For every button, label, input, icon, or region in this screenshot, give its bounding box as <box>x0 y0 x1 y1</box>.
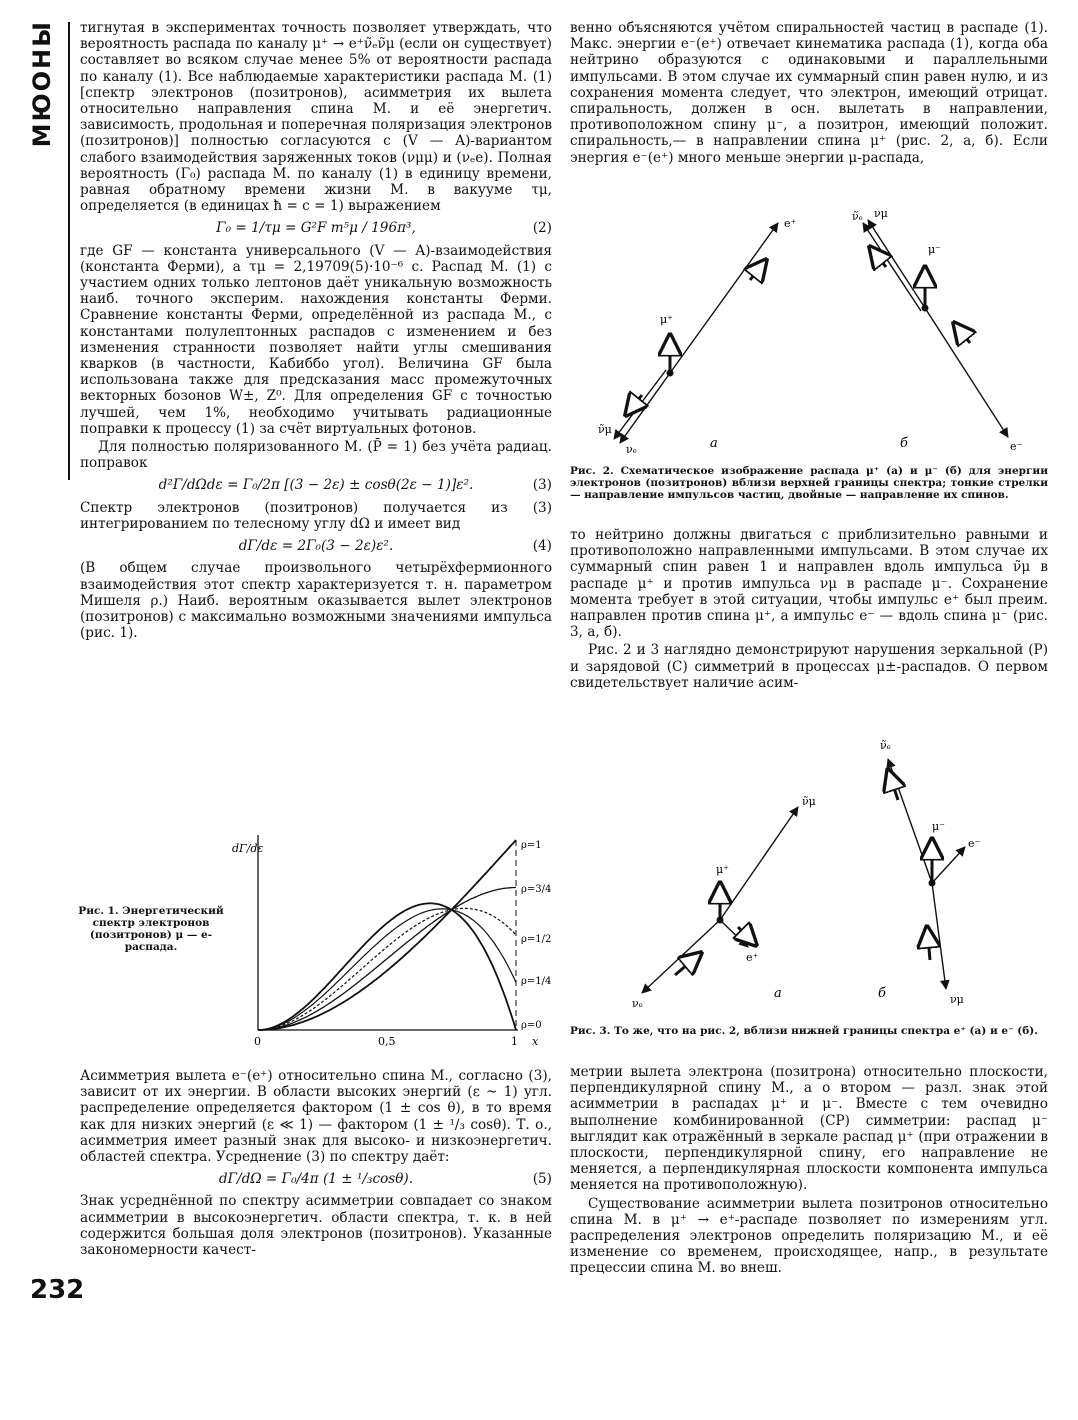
fig2a-panel-letter: а <box>710 436 718 451</box>
left-paragraph-5: (В общем случае произвольного четырёхфермионного взаимодействия этот спектр характеризуется т. н. параметром Мишеля ρ.) Наиб. вероятным оказывается вылет электронов (позитронов) с максимально возможными значениями импульса (рис. 1). <box>80 560 552 642</box>
fig3b-label-nu-mu: νμ <box>950 993 964 1006</box>
fig3-diagram <box>570 735 1048 1015</box>
fig3b-nu-spin-lower <box>927 927 930 960</box>
fig2a-label-anti-nu-mu: ν̃μ <box>598 423 612 436</box>
fig2b-anti-nu-e-arrow <box>868 220 925 308</box>
fig2b-label-e-minus: e⁻ <box>1010 440 1023 453</box>
fig2-diagram <box>570 205 1048 460</box>
fig2b-nu-spin <box>870 247 886 267</box>
fig3a-label-anti-nu-mu: ν̃μ <box>802 795 816 808</box>
equation-4-body: dΓ/dε = 2Γ₀(3 − 2ε)ε². <box>238 538 394 555</box>
fig1-caption: Рис. 1. Энергетический спектр электронов (позитронов) μ — e-распада. <box>78 905 224 953</box>
fig2a-nu-e-arrow <box>620 373 670 443</box>
fig3-panel-b <box>878 739 981 1006</box>
fig1-curve-3 <box>258 909 516 1030</box>
equation-2-number: (2) <box>532 220 552 237</box>
fig3b-label-e-minus: e⁻ <box>968 837 981 850</box>
fig3b-e-minus-arrow <box>932 847 965 883</box>
fig1-curve-2 <box>258 908 516 1030</box>
fig2b-label-mu-minus: μ⁻ <box>928 243 941 256</box>
fig2b-e-spin <box>954 323 970 343</box>
fig1-ylabel: dΓ/dε <box>232 842 264 855</box>
fig1-label-rho-1: ρ=1 <box>521 840 542 851</box>
fig1-curves <box>258 840 516 1030</box>
equation-3-number: (3) <box>532 477 552 494</box>
page-number: 232 <box>30 1275 85 1305</box>
left-paragraph-6: Асимметрия вылета e⁻(e⁺) относительно спина М., согласно (3), зависит от их энергии. В области высоких энергий (ε ~ 1) угл. распределение определяется фактором (1 ± cos θ), в то время как для низких энергий (ε ≪ 1) — фактором (1 ± ¹/₃ cosθ). Т. о., асимметрия имеет разный знак для высоко- и низкоэнергетич. областей спектра. Усреднение (3) по спектру даёт: <box>80 1068 552 1166</box>
equation-5-body: dΓ/dΩ = Γ₀/4π (1 ± ¹/₃cosθ). <box>218 1171 414 1188</box>
left-paragraph-7: Знак усреднённой по спектру асимметрии совпадает со знаком асимметрии в высокоэнергетич. области спектра, т. к. в ней содержится большая доля электронов (позитронов). Указанные закономерности качест- <box>80 1193 552 1259</box>
fig3a-anti-nu-mu-arrow <box>720 807 798 920</box>
right-paragraph-2: то нейтрино должны двигаться с приблизительно равными и противоположно направленными импульсами. В этом случае их суммарный спин равен 1 и направлен вдоль импульса ν̃μ в распаде μ⁺ и против импульса νμ в распаде μ⁻. Сохранение момента требует в этой ситуации, чтобы импульс e⁺ был преим. направлен против спина μ⁺, а импульс e⁻ — вдоль спина μ⁻ (рис. 3, а, б). <box>570 527 1048 641</box>
right-column-top <box>570 20 1048 168</box>
equation-5-number: (5) <box>532 1171 552 1188</box>
fig3a-panel-letter: а <box>774 986 782 1001</box>
fig3-caption: Рис. 3. То же, что на рис. 2, вблизи нижней границы спектра e⁺ (а) и e⁻ (б). <box>570 1025 1038 1037</box>
equation-4 <box>80 538 552 554</box>
fig1-xtick-0: 0 <box>254 1035 261 1048</box>
fig2-caption: Рис. 2. Схематическое изображение распада μ⁺ (а) и μ⁻ (б) для энергии электронов (позитронов) вблизи верхней границы спектра; тонкие стрелки — направление импульсов частиц, двойные — направление их спинов. <box>570 465 1048 501</box>
fig3a-nu-spin <box>675 953 701 975</box>
fig2b-label-nu-mu: νμ <box>874 207 888 220</box>
fig3a-e-spin <box>738 927 756 945</box>
fig2a-anti-nu-mu-arrow <box>614 370 666 439</box>
equation-3-body: d²Γ/dΩdε = Γ₀/2π [(3 − 2ε) ± cosθ(2ε − 1)]ε². <box>158 477 474 494</box>
fig3-panel-a <box>632 795 816 1010</box>
side-rule <box>68 22 70 480</box>
fig1-xtick-05: 0,5 <box>378 1035 396 1048</box>
equation-5 <box>80 1171 552 1187</box>
equation-2-body: Γ₀ = 1/τμ = G²F m⁵μ / 196π³, <box>216 220 416 237</box>
fig3b-nu-mu-arrow <box>932 883 946 989</box>
fig3a-label-mu-plus: μ⁺ <box>716 863 729 876</box>
fig1-curve-4 <box>258 903 516 1030</box>
fig2b-nu-mu-arrow <box>863 223 921 311</box>
fig2a-label-mu-plus: μ⁺ <box>660 313 673 326</box>
right-column-middle <box>570 527 1048 693</box>
fig1-chart <box>228 830 554 1056</box>
equation-4-number: (4) <box>532 538 552 555</box>
right-paragraph-3: Рис. 2 и 3 наглядно демонстрируют нарушения зеркальной (P) и зарядовой (C) симметрий в процессах μ±-распадов. О первом свидетельствует наличие асим- <box>570 642 1048 691</box>
left-paragraph-1: тигнутая в экспериментах точность позволяет утверждать, что вероятность распада по каналу μ⁺ → e⁺ν̃ₑν̃μ (если он существует) составляет во всяком случае менее 5% от вероятности распада по каналу (1). Все наблюдаемые характеристики распада М. (1) [спектр электронов (позитронов), асимметрия их вылета относительно направления спина М. и её энергетич. зависимость, продольная и поперечная поляризация электронов (позитронов)] полностью согласуются с (V — A)-вариантом слабого взаимодействия заряженных токов (νμμ) и (νₑe). Полная вероятность (Γ₀) распада М. по каналу (1) в единицу времени, равная обратному времени жизни М. в вакууме τμ, определяется (в единицах ħ = c = 1) выражением <box>80 20 552 215</box>
right-column-bottom <box>570 1064 1048 1279</box>
right-paragraph-5: Существование асимметрии вылета позитронов относительно спина М. в μ⁺ → e⁺-распаде позволяет по измерениям угл. распределения электронов определить поляризацию М., и её изменение со временем, происходящее, напр., в результате прецессии спина М. во внеш. <box>570 1195 1048 1277</box>
fig2-panel-a <box>598 217 797 456</box>
fig2a-label-nu-e: νₑ <box>626 443 637 456</box>
fig1-xtick-1: 1 <box>511 1035 518 1048</box>
fig3a-label-nu-e: νₑ <box>632 997 643 1010</box>
left-column-top <box>80 20 552 643</box>
left-paragraph-3: Для полностью поляризованного М. (P̄ = 1) без учёта радиац. поправок <box>80 439 552 472</box>
fig2b-e-minus-arrow <box>925 308 1008 437</box>
fig3b-label-mu-minus: μ⁻ <box>932 820 945 833</box>
fig1-label-rho-3-4: ρ=3/4 <box>521 884 552 895</box>
fig3b-anti-nu-e-arrow <box>888 759 932 883</box>
fig2b-panel-letter: б <box>900 436 908 451</box>
equation-3 <box>80 477 552 493</box>
fig3a-label-e-plus: e⁺ <box>746 951 759 964</box>
fig2a-e-spin <box>750 260 766 280</box>
fig1-curve-1 <box>258 888 516 1031</box>
fig1-x-letter: x <box>532 1035 539 1048</box>
right-paragraph-1: венно объясняются учётом спиральностей частиц в распаде (1). Макс. энергии e⁻(e⁺) отвечает кинематика распада (1), когда оба нейтрино образуются с одинаковыми и параллельными импульсами. В этом случае их суммарный спин равен нулю, и из сохранения момента следует, что электрон, имеющий отрицат. спиральность, должен в осн. вылетать в направлении, противоположном спину μ⁻, а позитрон, имеющий положит. спиральность,— в направлении спина μ⁺ (рис. 2, а, б). Если энергия e⁻(e⁺) много меньше энергии μ-распада, <box>570 20 1048 166</box>
fig3b-panel-letter: б <box>878 986 886 1001</box>
running-head: МЮОНЫ <box>28 20 56 148</box>
right-paragraph-4: метрии вылета электрона (позитрона) относительно плоскости, перпендикулярной спину М., а о втором — разл. знак этой асимметрии в распадах μ⁺ и μ⁻. Вместе с тем очевидно выполнение комбинированной (CP) симметрии: распад μ⁻ выглядит как отражённый в зеркале распад μ⁺ (при отражении в плоскости, перпендикулярной спину, его направление не меняется, а перпендикулярная плоскости компонента импульса меняется на противоположную). <box>570 1064 1048 1194</box>
fig2a-e-plus-arrow <box>670 223 778 373</box>
fig2a-label-e-plus: e⁺ <box>784 217 797 230</box>
fig2-panel-b <box>852 207 1023 453</box>
left-paragraph-2: где GF — константа универсального (V — A)-взаимодействия (константа Ферми), а τμ = 2,19709(5)·10⁻⁶ с. Распад М. (1) с участием одних только лептонов даёт уникальную возможность наиб. точного эксперим. нахождения константы Ферми. Сравнение константы Ферми, определённой из распада М., с константами полулептонных распадов с изменением и без изменения странности позволяет найти углы смешивания кварков (в частности, Кабиббо угол). Величина GF была использована также для предсказания масс промежуточных векторных бозонов W±, Z⁰. Для определения GF с точностью лучшей, чем 1%, необходимо учитывать радиационные поправки к процессу (1) за счёт виртуальных фотонов. <box>80 242 552 437</box>
left-paragraph-4: Спектр электронов (позитронов) получается из (3) интегрированием по телесному углу dΩ и имеет вид <box>80 499 552 532</box>
fig3a-nu-e-arrow <box>642 920 720 993</box>
fig2b-label-anti-nu-e: ν̃ₑ <box>852 210 863 223</box>
fig1-label-rho-0: ρ=0 <box>521 1020 542 1031</box>
equation-2 <box>80 220 552 236</box>
fig3b-label-anti-nu-e: ν̃ₑ <box>880 739 891 752</box>
left-column-bottom <box>80 1068 552 1260</box>
fig1-label-rho-1-4: ρ=1/4 <box>521 976 552 987</box>
fig1-label-rho-1-2: ρ=1/2 <box>521 934 552 945</box>
